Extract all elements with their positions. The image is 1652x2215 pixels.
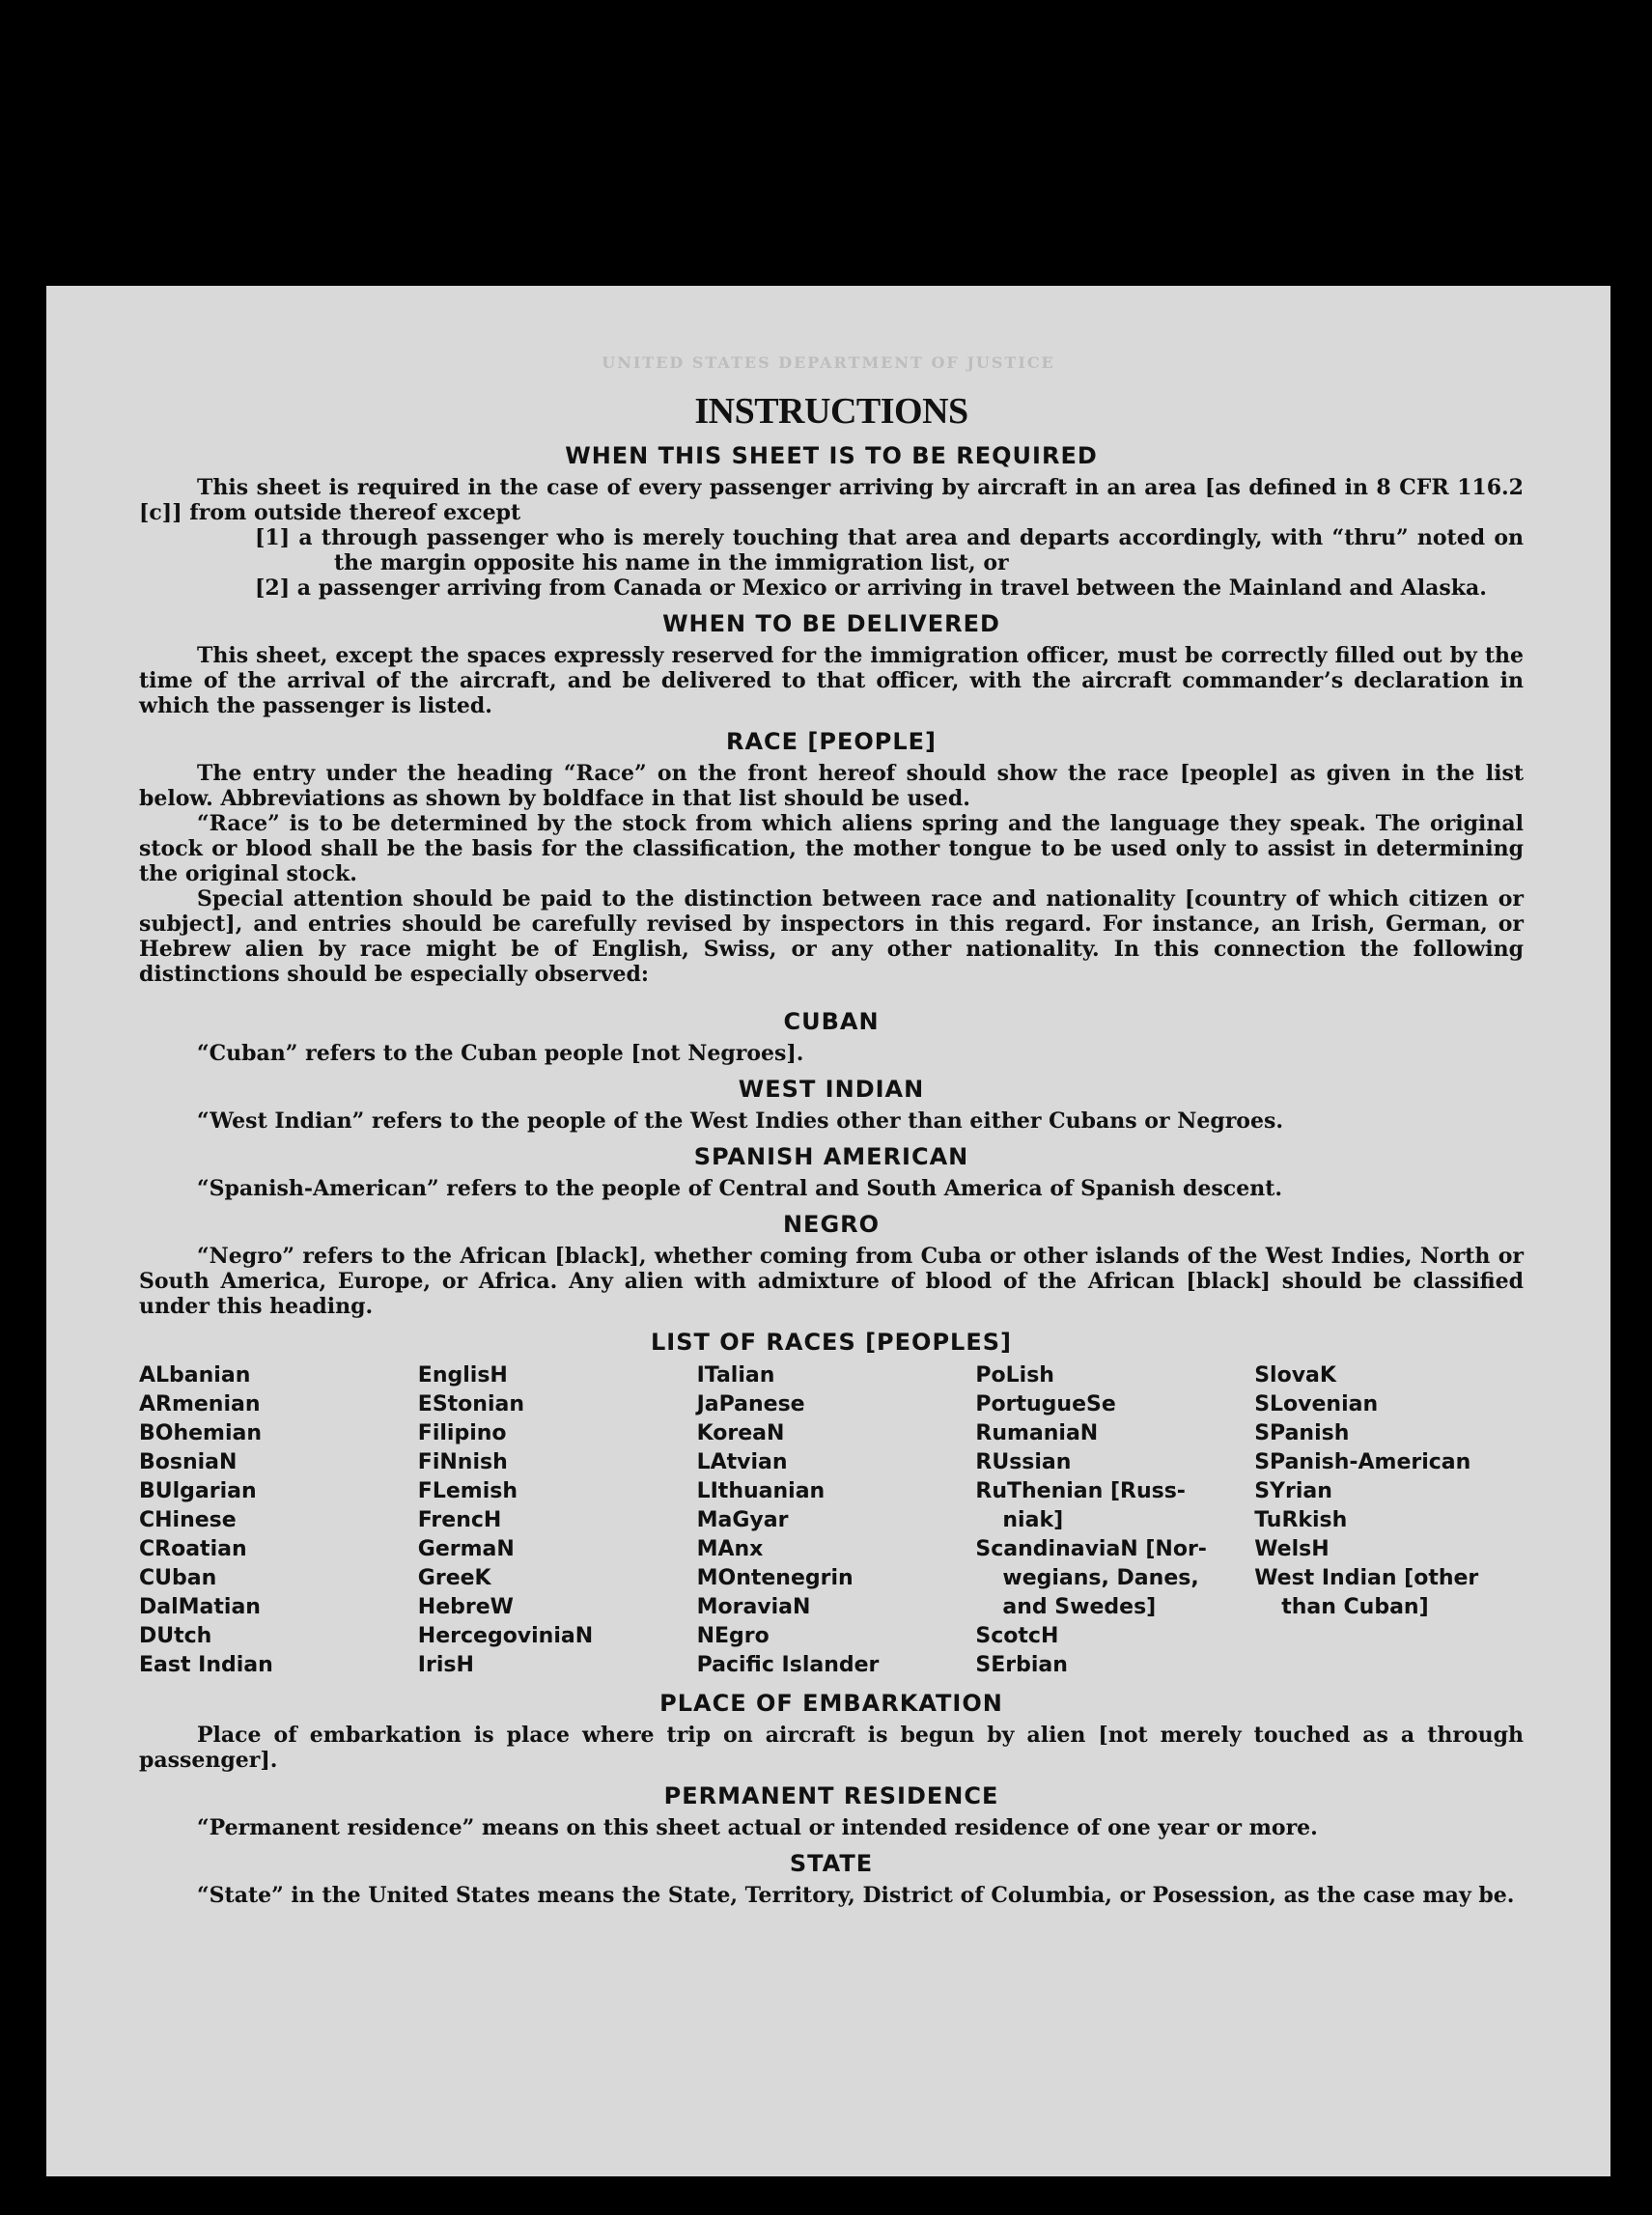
race-item: WelsH [1254, 1537, 1330, 1561]
race-item: Pacific Islander [696, 1653, 880, 1677]
race-item: SPanish-American [1254, 1450, 1471, 1474]
para-cuban: “Cuban” refers to the Cuban people [not Negroes]. [197, 1041, 804, 1066]
race-item: MaGyar [696, 1508, 789, 1532]
race-item: EnglisH [417, 1363, 508, 1388]
race-item: ALbanian [139, 1363, 251, 1388]
race-item: LIthuanian [696, 1479, 826, 1503]
races-column-5 [1254, 1361, 1524, 1680]
heading-negro: NEGRO [782, 1211, 881, 1238]
race-item: CHinese [139, 1508, 237, 1532]
heading-cuban: CUBAN [783, 1008, 880, 1035]
race-item: ScandinaviaN [Nor- [975, 1537, 1207, 1561]
race-item: RumaniaN [975, 1421, 1099, 1445]
race-item: MAnx [696, 1537, 764, 1561]
race-item: ARmenian [139, 1392, 261, 1416]
race-item: SlovaK [1254, 1363, 1336, 1388]
race-item: LAtvian [696, 1450, 788, 1474]
race-item: SLovenian [1254, 1392, 1379, 1416]
heading-west-indian: WEST INDIAN [738, 1076, 925, 1103]
item-2: [2] a passenger arriving from Canada or Mexico or arriving in travel between the Mainland and Alaska. [255, 575, 1487, 601]
race-item: BOhemian [139, 1421, 263, 1445]
heading-spanish-american: SPANISH AMERICAN [693, 1143, 969, 1170]
race-item-continued: niak] [1002, 1508, 1064, 1532]
para-negro: “Negro” refers to the African [black], whether coming from Cuba or other islands of the West Indies, North or South America, Europe, or Africa. Any alien with admixture of blood of the African [black] should be classified under this heading. [139, 1244, 1524, 1319]
heading-list-of-races: LIST OF RACES [PEOPLES] [651, 1329, 1012, 1356]
faint-header: UNITED STATES DEPARTMENT OF JUSTICE [602, 353, 1055, 372]
heading-when-required: WHEN THIS SHEET IS TO BE REQUIRED [565, 442, 1098, 469]
para-west-indian: “West Indian” refers to the people of the West Indies other than either Cubans or Negroes. [197, 1108, 1284, 1134]
para-embarkation: Place of embarkation is place where trip on aircraft is begun by alien [not merely touched as a through passenger]. [139, 1723, 1524, 1773]
race-item: JaPanese [696, 1392, 805, 1416]
race-item: SPanish [1254, 1421, 1350, 1445]
race-item: EStonian [417, 1392, 525, 1416]
races-column-4 [975, 1361, 1245, 1680]
race-item: DalMatian [139, 1595, 261, 1619]
race-item: MOntenegrin [696, 1566, 854, 1590]
race-item: IrisH [417, 1653, 474, 1677]
race-item: BUlgarian [139, 1479, 257, 1503]
para-when-required: This sheet is required in the case of every passenger arriving by aircraft in an area [as defined in 8 CFR 116.2 [c]] from outside thereof except [139, 475, 1524, 525]
race-item: FLemish [417, 1479, 518, 1503]
races-column-2 [418, 1361, 687, 1680]
race-item: ITalian [696, 1363, 775, 1388]
heading-embarkation: PLACE OF EMBARKATION [659, 1690, 1003, 1717]
race-item: West Indian [other [1254, 1566, 1479, 1590]
race-item: BosniaN [139, 1450, 238, 1474]
race-item: East Indian [139, 1653, 273, 1677]
race-item: HebreW [417, 1595, 514, 1619]
race-item: HercegoviniaN [417, 1624, 594, 1648]
race-item: KoreaN [696, 1421, 785, 1445]
para-when-delivered: This sheet, except the spaces expressly reserved for the immigration officer, must be correctly filled out by the time of the arrival of the aircraft, and be delivered to that officer, with the aircraft commander’s declaration in which the passenger is listed. [139, 643, 1524, 718]
race-item: RUssian [975, 1450, 1072, 1474]
heading-race: RACE [PEOPLE] [725, 728, 938, 755]
race-item: MoraviaN [696, 1595, 811, 1619]
race-item: TuRkish [1254, 1508, 1348, 1532]
race-item: CUban [139, 1566, 217, 1590]
races-column-1 [139, 1361, 408, 1680]
race-item: FrencH [417, 1508, 502, 1532]
race-item: SErbian [975, 1653, 1068, 1677]
para-race-1: The entry under the heading “Race” on the front hereof should show the race [people] as given in the list below. Abbreviations as shown by boldface in that list should be used. [139, 761, 1524, 811]
race-item: Filipino [417, 1421, 507, 1445]
para-race-3: Special attention should be paid to the distinction between race and nationality [country of which citizen or subject], and entries should be carefully revised by inspectors in this regard. For instance, an Irish, German, or Hebrew alien by race might be of English, Swiss, or any other nationality. In this connection the following distinctions should be especially observed: [139, 886, 1524, 987]
race-item: PoLish [975, 1363, 1054, 1388]
races-list [139, 1361, 1524, 1680]
race-item-continued: and Swedes] [1002, 1595, 1157, 1619]
para-spanish-american: “Spanish-American” refers to the people of Central and South America of Spanish descent. [197, 1176, 1283, 1201]
instructions-sheet [46, 286, 1610, 2176]
item-1: [1] a through passenger who is merely touching that area and departs accordingly, with “thru” noted on the margin opposite his name in the immigration list, or [255, 525, 1524, 575]
race-item: RuThenian [Russ- [975, 1479, 1186, 1503]
race-item-continued: than Cuban] [1281, 1595, 1429, 1619]
race-item: FiNnish [417, 1450, 508, 1474]
race-item: GreeK [417, 1566, 491, 1590]
race-item: GermaN [417, 1537, 515, 1561]
race-item: NEgro [696, 1624, 770, 1648]
race-item: SYrian [1254, 1479, 1332, 1503]
race-item: PortugueSe [975, 1392, 1116, 1416]
race-item-continued: wegians, Danes, [1002, 1566, 1199, 1590]
heading-residence: PERMANENT RESIDENCE [663, 1782, 999, 1809]
heading-state: STATE [789, 1850, 874, 1877]
para-race-2: “Race” is to be determined by the stock from which aliens spring and the language they speak. The original stock or blood shall be the basis for the classification, the mother tongue to be used only to assist in determining the original stock. [139, 811, 1524, 886]
para-state: “State” in the United States means the State, Territory, District of Columbia, or Posession, as the case may be. [197, 1883, 1515, 1908]
heading-when-delivered: WHEN TO BE DELIVERED [662, 610, 1000, 637]
race-item: CRoatian [139, 1537, 247, 1561]
races-column-3 [697, 1361, 966, 1680]
race-item: ScotcH [975, 1624, 1059, 1648]
page-title: INSTRUCTIONS [694, 391, 968, 432]
race-item: DUtch [139, 1624, 212, 1648]
para-residence: “Permanent residence” means on this sheet actual or intended residence of one year or more. [197, 1815, 1318, 1840]
